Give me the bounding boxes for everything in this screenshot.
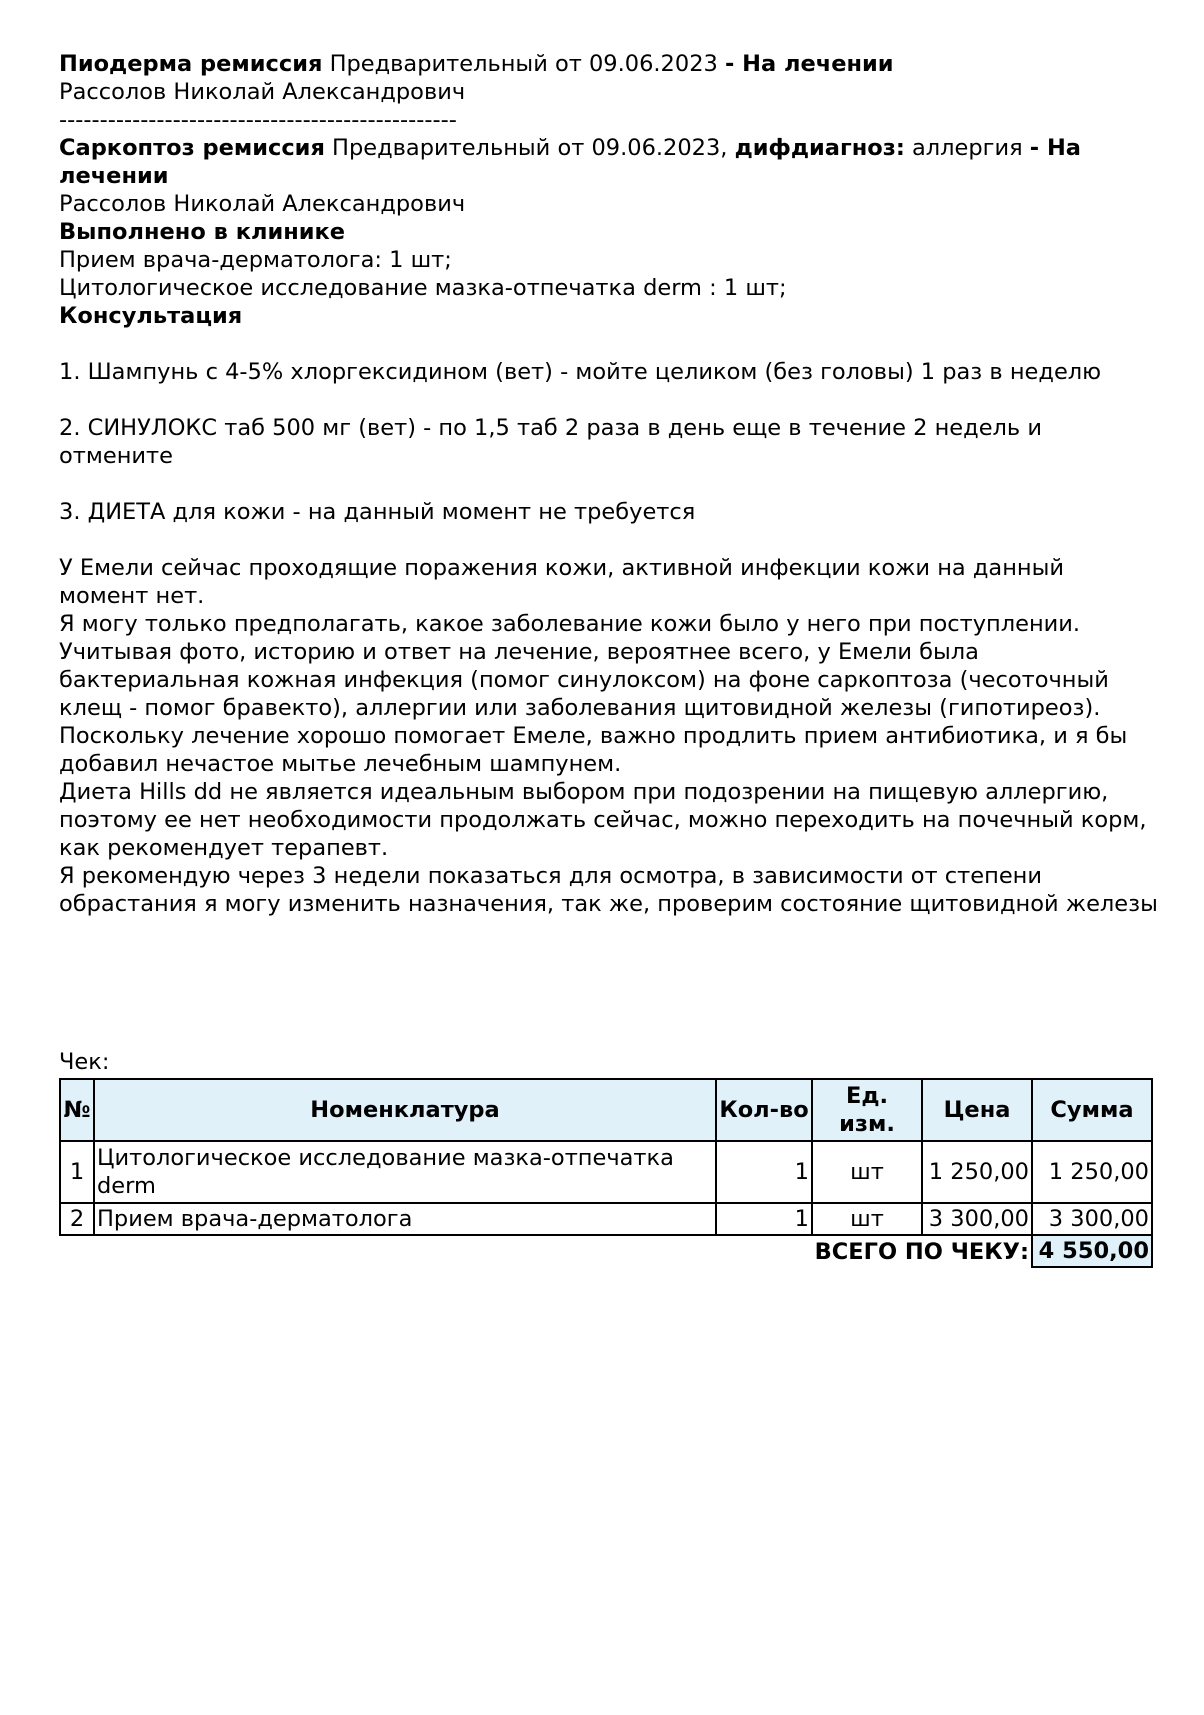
- consultation-item: 2. СИНУЛОКС таб 500 мг (вет) - по 1,5 таб 2 раза в день еще в течение 2 недель и отмените: [59, 415, 1042, 469]
- consultation-note: Я могу только предполагать, какое заболевание кожи было у него при поступлении.: [59, 611, 1081, 637]
- row-name: Прием врача-дерматолога: [94, 1203, 716, 1235]
- header-unit: Ед. изм.: [812, 1079, 922, 1141]
- row-num: 1: [60, 1141, 94, 1203]
- row-qty: 1: [716, 1203, 812, 1235]
- diagnosis-1-type-date: Предварительный от 09.06.2023: [322, 51, 725, 77]
- performed-item: Прием врача-дерматолога: 1 шт;: [59, 247, 452, 273]
- consultation-note: Я рекомендую через 3 недели показаться для осмотра, в зависимости от степени обрастания я могу изменить назначения, так же, проверим состояние щитовидной железы: [59, 863, 1158, 917]
- consultation-note: Диета Hills dd не является идеальным выбором при подозрении на пищевую аллергию, поэтому ее нет необходимости продолжать сейчас, можно переходить на почечный корм, как рекомендует терапевт.: [59, 779, 1147, 861]
- consultation-item: 1. Шампунь с 4-5% хлоргексидином (вет) - мойте целиком (без головы) 1 раз в неделю: [59, 359, 1102, 385]
- consultation-heading: Консультация: [59, 303, 243, 329]
- header-sum: Сумма: [1032, 1079, 1152, 1141]
- performed-item: Цитологическое исследование мазка-отпечатка derm : 1 шт;: [59, 275, 787, 301]
- medical-record: [59, 50, 1159, 918]
- table-row: [60, 1203, 1152, 1235]
- diagnosis-2-diff-value: аллергия: [904, 135, 1030, 161]
- row-sum: 3 300,00: [1032, 1203, 1152, 1235]
- diagnosis-1-status: - На лечении: [724, 51, 894, 77]
- total-value: 4 550,00: [1032, 1235, 1152, 1267]
- receipt-total-row: [60, 1235, 1152, 1267]
- diagnosis-2-type-date: Предварительный от 09.06.2023,: [324, 135, 735, 161]
- row-num: 2: [60, 1203, 94, 1235]
- row-price: 1 250,00: [922, 1141, 1032, 1203]
- header-num: №: [60, 1079, 94, 1141]
- performed-heading: Выполнено в клинике: [59, 219, 346, 245]
- diagnosis-2-line: [59, 134, 1159, 190]
- receipt-header-row: [60, 1079, 1152, 1141]
- total-label: ВСЕГО ПО ЧЕКУ:: [814, 1238, 1029, 1265]
- row-sum: 1 250,00: [1032, 1141, 1152, 1203]
- diagnosis-2-doctor: Рассолов Николай Александрович: [59, 191, 466, 217]
- diagnosis-1-line: [59, 50, 1159, 78]
- consultation-note: Поскольку лечение хорошо помогает Емеле, важно продлить прием антибиотика, и я бы добавил нечастое мытье лечебным шампунем.: [59, 723, 1128, 777]
- row-qty: 1: [716, 1141, 812, 1203]
- header-qty: Кол-во: [716, 1079, 812, 1141]
- consultation-item: 3. ДИЕТА для кожи - на данный момент не требуется: [59, 499, 696, 525]
- row-unit: шт: [812, 1141, 922, 1203]
- header-name: Номенклатура: [94, 1079, 716, 1141]
- receipt-label: Чек:: [59, 1049, 110, 1075]
- consultation-note: Учитывая фото, историю и ответ на лечение, вероятнее всего, у Емели была бактериальная кожная инфекция (помог синулоксом) на фоне саркоптоза (чесоточный клещ - помог бравекто), аллергии или заболевания щитовидной железы (гипотиреоз).: [59, 639, 1109, 721]
- diagnosis-2-diff-label: дифдиагноз:: [734, 135, 905, 161]
- separator-line: -------------------------------------------------: [59, 107, 457, 133]
- row-name: Цитологическое исследование мазка-отпечатка derm: [94, 1141, 716, 1203]
- header-price: Цена: [922, 1079, 1032, 1141]
- diagnosis-1-name: Пиодерма ремиссия: [59, 51, 323, 77]
- diagnosis-2-status: - На лечении: [59, 135, 1081, 189]
- receipt-table: [59, 1078, 1153, 1268]
- row-price: 3 300,00: [922, 1203, 1032, 1235]
- consultation-note: У Емели сейчас проходящие поражения кожи, активной инфекции кожи на данный момент нет.: [59, 555, 1065, 609]
- diagnosis-1-doctor: Рассолов Николай Александрович: [59, 79, 466, 105]
- diagnosis-2-name: Саркоптоз ремиссия: [59, 135, 325, 161]
- row-unit: шт: [812, 1203, 922, 1235]
- table-row: [60, 1141, 1152, 1203]
